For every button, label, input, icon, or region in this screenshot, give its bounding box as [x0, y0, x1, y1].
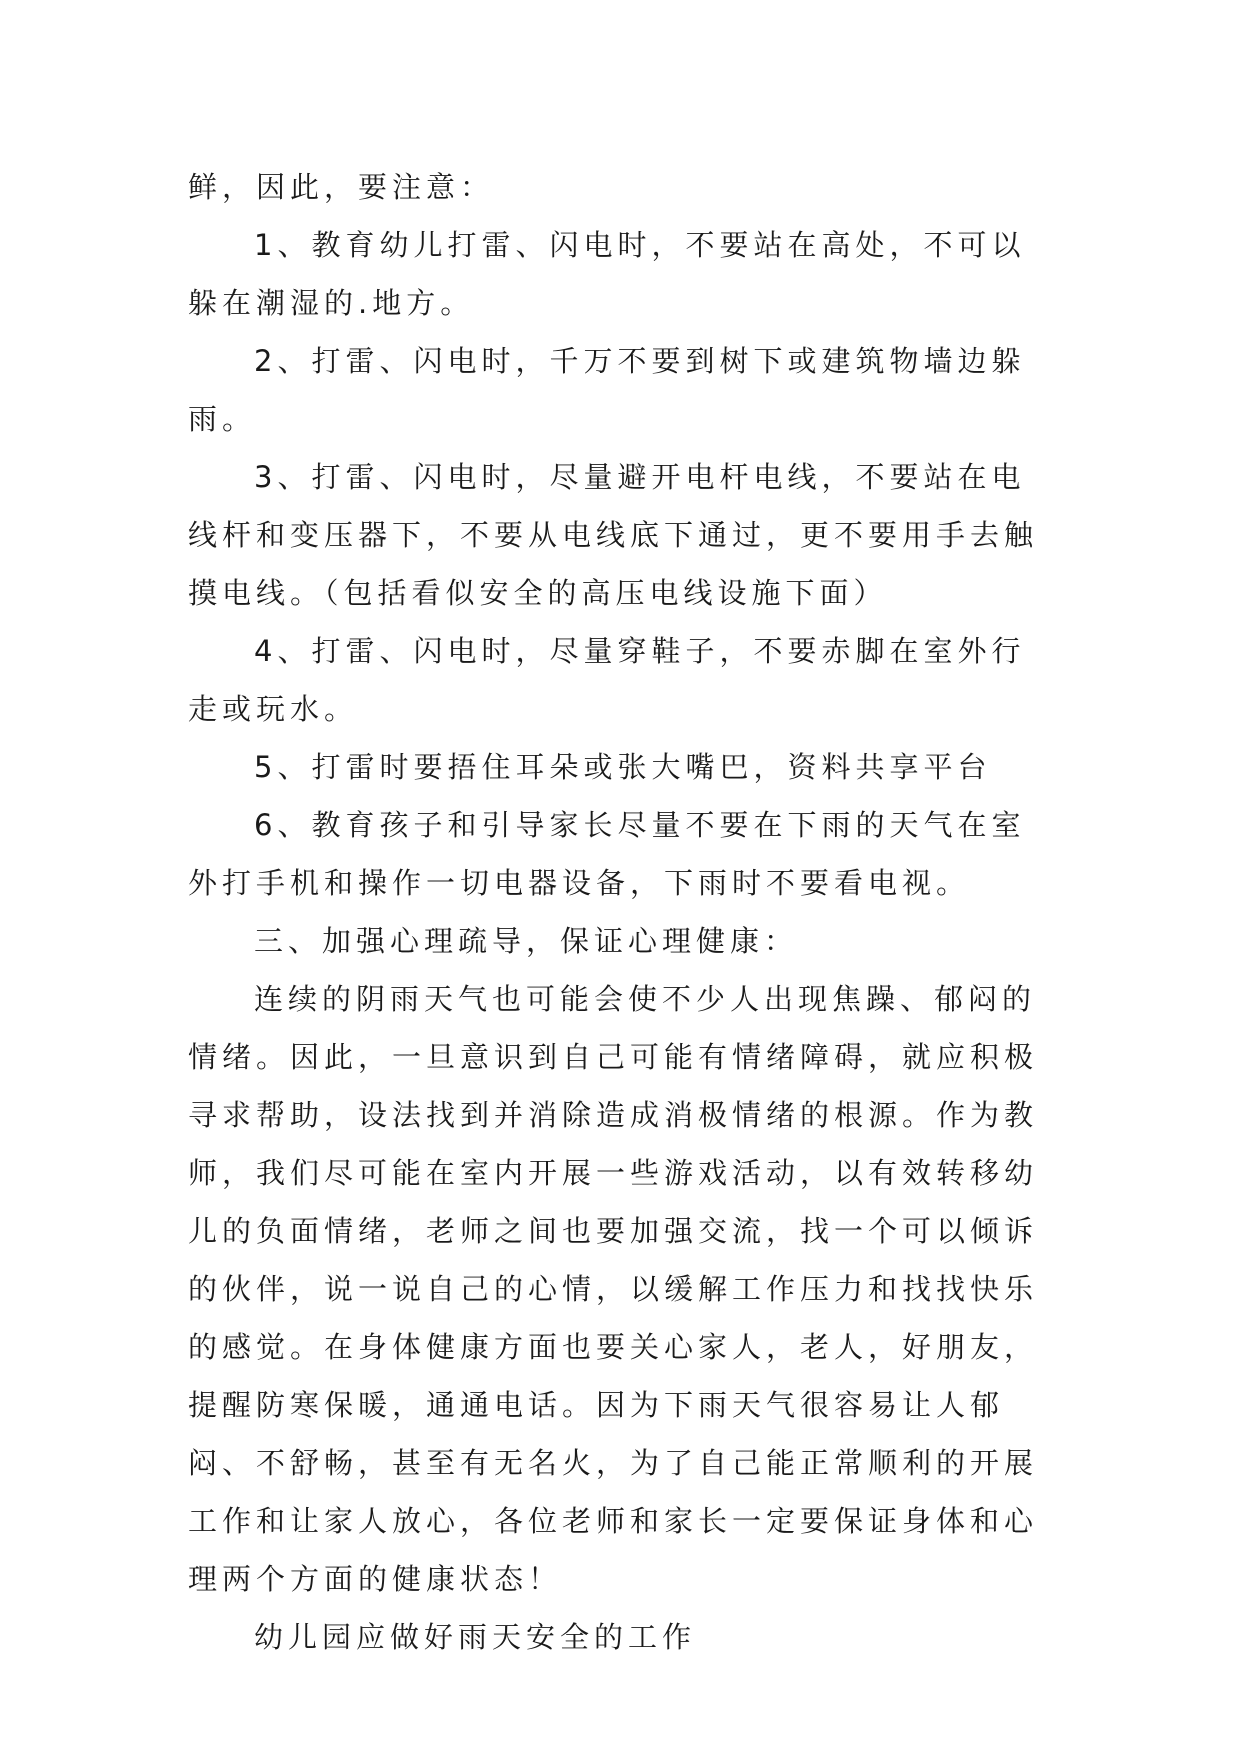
paragraph-continuation: 鲜，因此，要注意： [188, 170, 495, 204]
paragraph-item-4: 4、打雷、闪电时，尽量穿鞋子，不要赤脚在室外行走或玩水。 [188, 634, 1026, 726]
document-body [188, 158, 1058, 1666]
paragraph-item-5: 5、打雷时要捂住耳朵或张大嘴巴，资料共享平台 [254, 750, 992, 784]
paragraph-mental-health: 连续的阴雨天气也可能会使不少人出现焦躁、郁闷的情绪。因此，一旦意识到自己可能有情绪障碍，就应积极寻求帮助，设法找到并消除造成消极情绪的根源。作为教师，我们尽可能在室内开展一些游戏活动，以有效转移幼儿的负面情绪，老师之间也要加强交流，找一个可以倾诉的伙伴，说一说自己的心情，以缓解工作压力和找找快乐的感觉。在身体健康方面也要关心家人，老人，好朋友，提醒防寒保暖，通通电话。因为下雨天气很容易让人郁闷、不舒畅，甚至有无名火，为了自己能正常顺利的开展工作和让家人放心，各位老师和家长一定要保证身体和心理两个方面的健康状态！ [188, 982, 1039, 1596]
paragraph-item-1: 1、教育幼儿打雷、闪电时，不要站在高处，不可以躲在潮湿的.地方。 [188, 228, 1026, 320]
paragraph-item-3: 3、打雷、闪电时，尽量避开电杆电线，不要站在电线杆和变压器下，不要从电线底下通过，更不要用手去触摸电线。（包括看似安全的高压电线设施下面） [188, 460, 1039, 610]
paragraph-item-2: 2、打雷、闪电时，千万不要到树下或建筑物墙边躲雨。 [188, 344, 1026, 436]
paragraph-item-6: 6、教育孩子和引导家长尽量不要在下雨的天气在室外打手机和操作一切电器设备，下雨时不要看电视。 [188, 808, 1026, 900]
paragraph-closing-title: 幼儿园应做好雨天安全的工作 [254, 1620, 697, 1654]
section-heading-3: 三、加强心理疏导，保证心理健康： [254, 924, 799, 958]
